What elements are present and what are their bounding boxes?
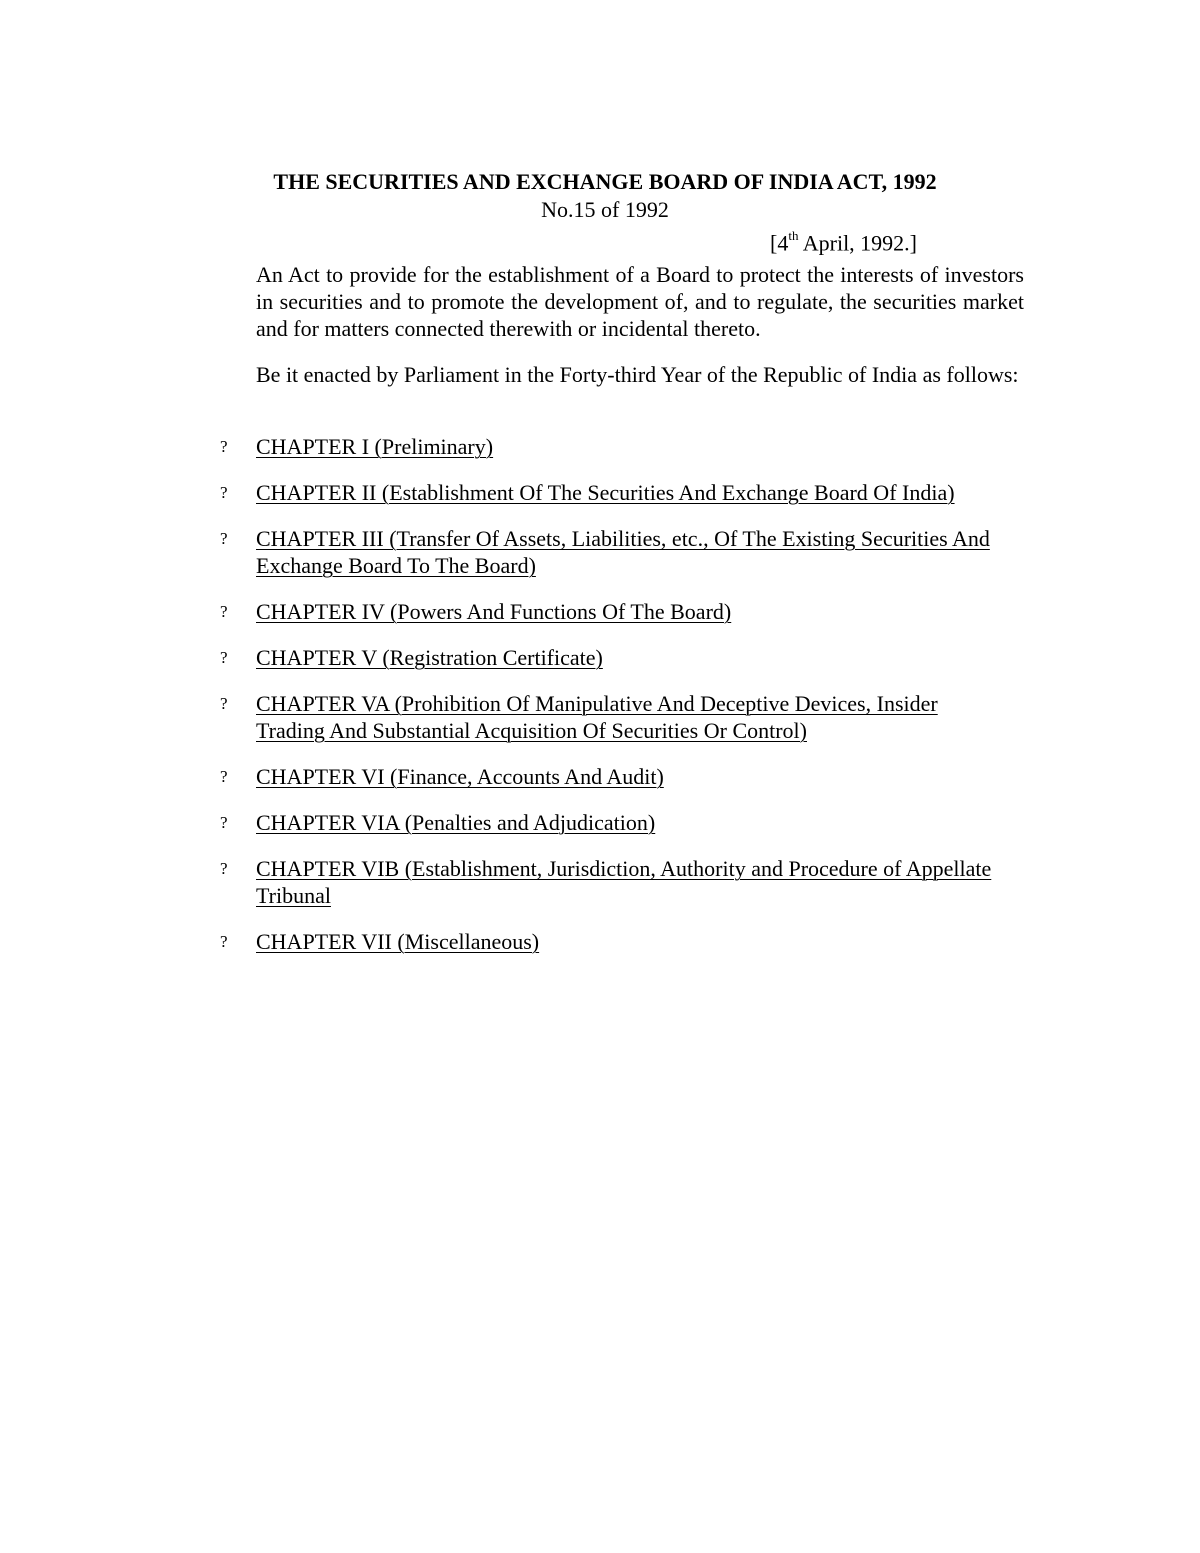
act-date-rest: April, 1992.] [798,230,918,256]
list-item [0,855,1200,909]
act-number: No.15 of 1992 [541,197,669,222]
list-item [0,809,1200,836]
list-item [0,525,1200,579]
bullet-glyph: ? [220,602,228,621]
bullet-glyph: ? [220,437,228,456]
bullet-glyph: ? [220,767,228,786]
chapter-link-4[interactable]: CHAPTER IV (Powers And Functions Of The Board) [256,599,732,624]
list-item [0,598,1200,625]
bullet-glyph: ? [220,694,228,713]
chapter-link-1[interactable]: CHAPTER I (Preliminary) [256,434,494,459]
preamble-paragraph: An Act to provide for the establishment of a Board to protect the interests of investors in securities and to promote the development of, and to regulate, the securities market and for matters connected therewith or incidental thereto. [256,262,1024,341]
bullet-glyph: ? [220,932,228,951]
act-date [770,224,917,257]
act-title: THE SECURITIES AND EXCHANGE BOARD OF INDIA ACT, 1992 [273,169,937,194]
bullet-glyph: ? [220,648,228,667]
chapter-link-3[interactable]: CHAPTER III (Transfer Of Assets, Liabilities, etc., Of The Existing Securities And Exchange Board To The Board) [256,526,990,578]
list-item [0,690,1200,744]
bullet-glyph: ? [220,483,228,502]
list-item [0,644,1200,671]
chapter-link-2[interactable]: CHAPTER II (Establishment Of The Securities And Exchange Board Of India) [256,480,955,505]
bullet-glyph: ? [220,813,228,832]
list-item [0,763,1200,790]
chapter-link-6[interactable]: CHAPTER VI (Finance, Accounts And Audit) [256,764,664,789]
chapter-link-7[interactable]: CHAPTER VII (Miscellaneous) [256,929,540,954]
act-date-suffix: th [788,228,799,243]
act-date-day: [4 [770,230,789,256]
chapter-link-5a[interactable]: CHAPTER VA (Prohibition Of Manipulative And Deceptive Devices, Insider Trading And Substantial Acquisition Of Securities Or Control) [256,691,938,743]
chapter-link-6b[interactable]: CHAPTER VIB (Establishment, Jurisdiction, Authority and Procedure of Appellate Tribunal [256,856,992,908]
list-item [0,433,1200,460]
chapter-list [0,433,1200,974]
list-item [0,928,1200,955]
chapter-link-6a[interactable]: CHAPTER VIA (Penalties and Adjudication) [256,810,656,835]
list-item [0,479,1200,506]
bullet-glyph: ? [220,529,228,548]
chapter-link-5[interactable]: CHAPTER V (Registration Certificate) [256,645,603,670]
enacting-clause: Be it enacted by Parliament in the Forty-third Year of the Republic of India as follows: [256,362,1019,387]
bullet-glyph: ? [220,859,228,878]
